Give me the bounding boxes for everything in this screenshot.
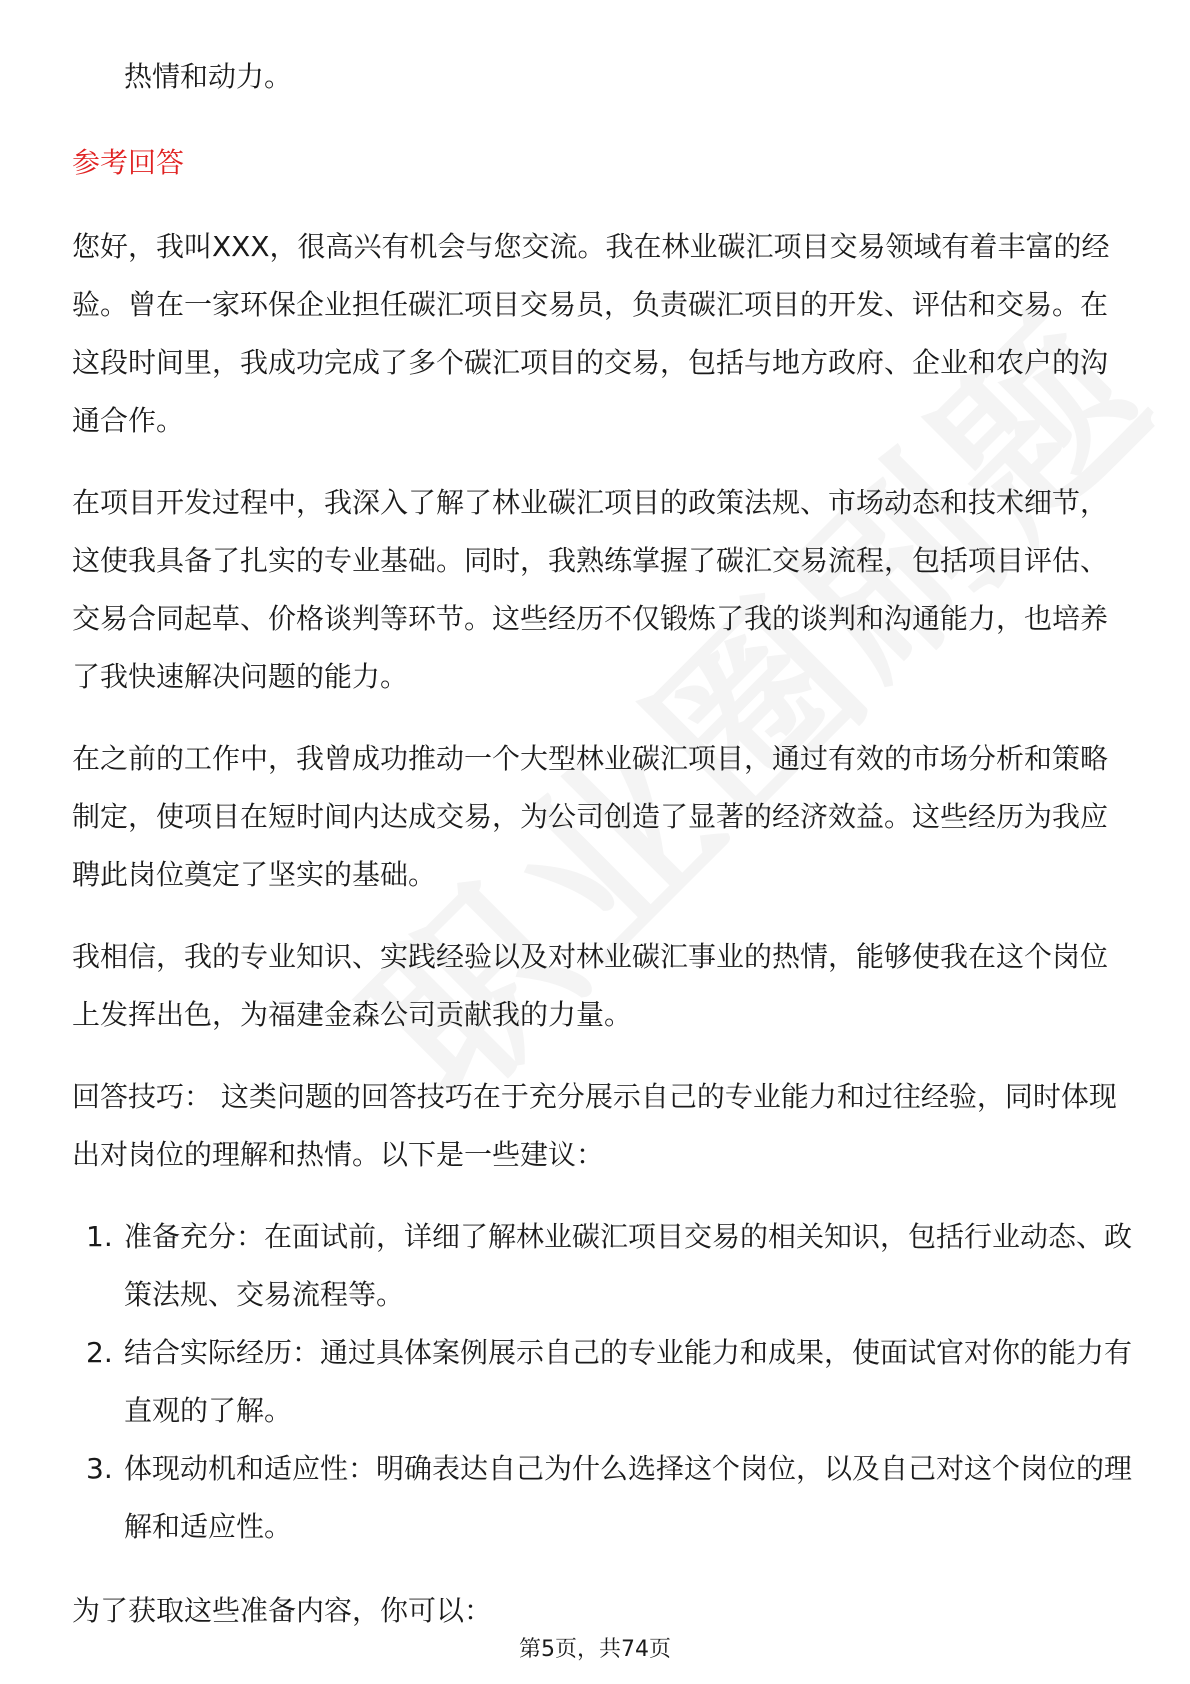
answer-paragraph-3: 在之前的工作中，我曾成功推动一个大型林业碳汇项目，通过有效的市场分析和策略制定，使项目在短时间内达成交易，为公司创造了显著的经济效益。这些经历为我应聘此岗位奠定了坚实的基础。: [72, 742, 1109, 891]
list-item: [72, 1440, 1132, 1556]
answer-paragraph-4: 我相信，我的专业知识、实践经验以及对林业碳汇事业的热情，能够使我在这个岗位上发挥出色，为福建金森公司贡献我的力量。: [72, 940, 1109, 1031]
list-number: 2.: [86, 1336, 113, 1369]
list-number: 3.: [86, 1452, 113, 1485]
tips-list: [72, 1208, 1132, 1556]
answer-paragraph-2: 在项目开发过程中，我深入了解了林业碳汇项目的政策法规、市场动态和技术细节，这使我具备了扎实的专业基础。同时，我熟练掌握了碳汇交易流程，包括项目评估、交易合同起草、价格谈判等环节。这些经历不仅锻炼了我的谈判和沟通能力，也培养了我快速解决问题的能力。: [72, 486, 1109, 693]
answer-paragraph-1: 您好，我叫XXX，很高兴有机会与您交流。我在林业碳汇项目交易领域有着丰富的经验。曾在一家环保企业担任碳汇项目交易员，负责碳汇项目的开发、评估和交易。在这段时间里，我成功完成了多个碳汇项目的交易，包括与地方政府、企业和农户的沟通合作。: [72, 230, 1110, 437]
closing-line: 为了获取这些准备内容，你可以：: [72, 1594, 493, 1627]
list-item: [72, 1324, 1132, 1440]
answer-tips: 回答技巧： 这类问题的回答技巧在于充分展示自己的专业能力和过往经验，同时体现出对岗位的理解和热情。以下是一些建议：: [72, 1080, 1117, 1171]
page-footer: 第5页，共74页: [519, 1637, 671, 1662]
list-number: 1.: [86, 1220, 113, 1253]
list-text: 准备充分：在面试前，详细了解林业碳汇项目交易的相关知识，包括行业动态、政策法规、交易流程等。: [124, 1220, 1133, 1311]
intro-line: 热情和动力。: [124, 60, 293, 93]
list-text: 结合实际经历：通过具体案例展示自己的专业能力和成果，使面试官对你的能力有直观的了解。: [124, 1336, 1133, 1427]
list-item: [72, 1208, 1132, 1324]
section-heading: 参考回答: [72, 146, 185, 179]
page-content: [72, 48, 1132, 1640]
list-text: 体现动机和适应性：明确表达自己为什么选择这个岗位，以及自己对这个岗位的理解和适应性。: [124, 1452, 1133, 1543]
